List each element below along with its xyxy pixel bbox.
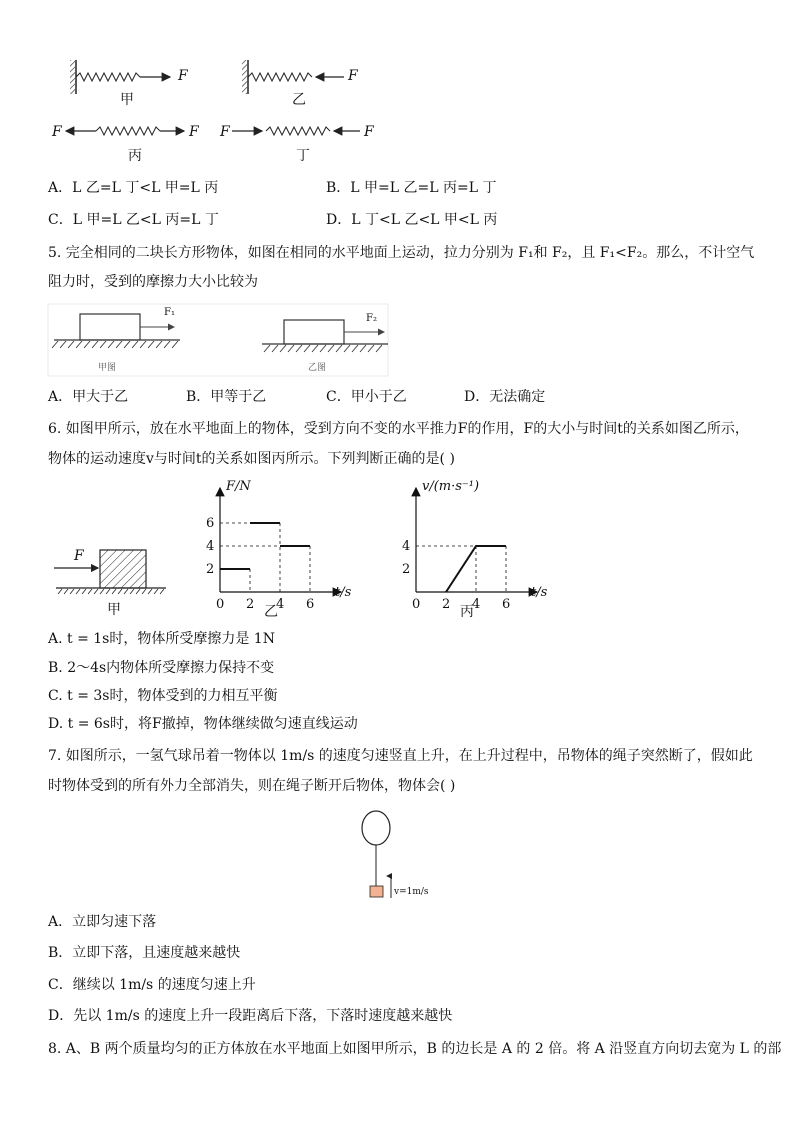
caption-jia: 甲	[120, 92, 134, 108]
force-chart-x-tick-2: 2	[246, 597, 255, 612]
force-label-yi: F	[348, 68, 358, 84]
q5-text-line1: 5. 完全相同的二块长方形物体，如图在相同的水平地面上运动，拉力分别为 F₁和 F₂，且 F₁<F₂。那么，不计空气	[48, 245, 755, 261]
q6-option-d[interactable]: D. t = 6s时，将F撤掉，物体继续做匀速直线运动	[48, 716, 358, 732]
balloon-velocity-label: v=1m/s	[394, 887, 429, 897]
force-label-jia: F	[178, 68, 188, 84]
velocity-chart-x-axis-label: t/s	[531, 585, 548, 600]
q7-option-b[interactable]: B．立即下落，且速度越来越快	[48, 945, 241, 961]
velocity-chart-y-tick-4: 4	[402, 539, 411, 554]
friction-caption-yi: 乙图	[308, 363, 327, 373]
push-force-label: F	[74, 548, 84, 564]
q5-option-c[interactable]: C．甲小于乙	[326, 389, 407, 405]
velocity-chart-caption: 丙	[460, 604, 474, 620]
q6-option-b[interactable]: B. 2～4s内物体所受摩擦力保持不变	[48, 660, 275, 676]
q5-option-d[interactable]: D．无法确定	[464, 389, 546, 405]
caption-bing: 丙	[128, 148, 142, 164]
spring-jia	[70, 60, 170, 94]
velocity-chart-y-axis-label: v/(m·s⁻¹)	[422, 479, 480, 494]
force-chart-y-axis-label: F/N	[226, 479, 251, 494]
force-label-bing-right: F	[189, 124, 199, 140]
force-chart-y-tick-4: 4	[206, 539, 215, 554]
q4-option-c[interactable]: C．L 甲=L 乙<L 丙=L 丁	[48, 212, 219, 228]
friction-caption-jia: 甲图	[98, 363, 117, 373]
q4-option-b[interactable]: B．L 甲=L 乙=L 丙=L 丁	[326, 180, 497, 196]
push-caption-jia: 甲	[107, 602, 121, 618]
velocity-chart-x-tick-4: 4	[472, 597, 481, 612]
force-chart-y-tick-6: 6	[206, 516, 215, 531]
q4-option-a[interactable]: A．L 乙=L 丁<L 甲=L 丙	[48, 180, 219, 196]
q7-text-line2: 时物体受到的所有外力全部消失，则在绳子断开后物体，物体会( )	[48, 778, 456, 794]
spring-ding	[232, 127, 360, 135]
q6-option-a[interactable]: A. t = 1s时，物体所受摩擦力是 1N	[48, 631, 275, 647]
friction-f1-label: F₁	[164, 307, 175, 318]
force-chart-caption: 乙	[264, 604, 278, 620]
force-label-ding-left: F	[220, 124, 230, 140]
caption-yi: 乙	[292, 92, 306, 108]
balloon-icon	[362, 811, 390, 845]
velocity-chart-y-tick-2: 2	[402, 562, 411, 577]
q6-text-line2: 物体的运动速度v与时间t的关系如图丙所示。下列判断正确的是( )	[48, 451, 455, 467]
q7-option-d[interactable]: D．先以 1m/s 的速度上升一段距离后下落，下落时速度越来越快	[48, 1008, 453, 1024]
q5-text-line2: 阻力时，受到的摩擦力大小比较为	[48, 274, 258, 290]
spring-yi	[242, 60, 344, 94]
q5-option-a[interactable]: A．甲大于乙	[48, 389, 129, 405]
q7-text-line1: 7. 如图所示，一氢气球吊着一物体以 1m/s 的速度匀速竖直上升，在上升过程中，吊物体的绳子突然断了，假如此	[48, 748, 753, 764]
q7-option-c[interactable]: C．继续以 1m/s 的速度匀速上升	[48, 977, 256, 993]
velocity-chart-x-tick-2: 2	[442, 597, 451, 612]
force-chart-y-tick-2: 2	[206, 562, 215, 577]
force-chart-x-tick-4: 4	[276, 597, 285, 612]
friction-figure	[0, 300, 794, 380]
q7-option-a[interactable]: A．立即匀速下落	[48, 914, 157, 930]
spring-bing	[66, 127, 184, 135]
force-label-bing-left: F	[52, 124, 62, 140]
velocity-time-chart	[392, 474, 562, 624]
force-chart-x-tick-6: 6	[306, 597, 315, 612]
q5-option-b[interactable]: B．甲等于乙	[186, 389, 267, 405]
force-chart-x-axis-label: t/s	[335, 585, 352, 600]
q8-text-line1: 8. A、B 两个质量均匀的正方体放在水平地面上如图甲所示，B 的边长是 A 的 2 倍。将 A 沿竖直方向切去宽为 L 的部	[48, 1041, 782, 1057]
force-chart-x-tick-0: 0	[216, 597, 225, 612]
force-label-ding-right: F	[364, 124, 374, 140]
spring-figure	[0, 0, 794, 170]
velocity-chart-x-tick-0: 0	[412, 597, 421, 612]
force-time-chart	[196, 474, 366, 624]
velocity-chart-x-tick-6: 6	[502, 597, 511, 612]
caption-ding: 丁	[296, 148, 310, 164]
q6-option-c[interactable]: C. t = 3s时，物体受到的力相互平衡	[48, 688, 278, 704]
q6-text-line1: 6. 如图甲所示，放在水平地面上的物体，受到方向不变的水平推力F的作用，F的大小与时间t的关系如图乙所示，	[48, 421, 749, 437]
q4-option-d[interactable]: D．L 丁<L 乙<L 甲<L 丙	[326, 212, 498, 228]
friction-f2-label: F₂	[366, 313, 377, 324]
